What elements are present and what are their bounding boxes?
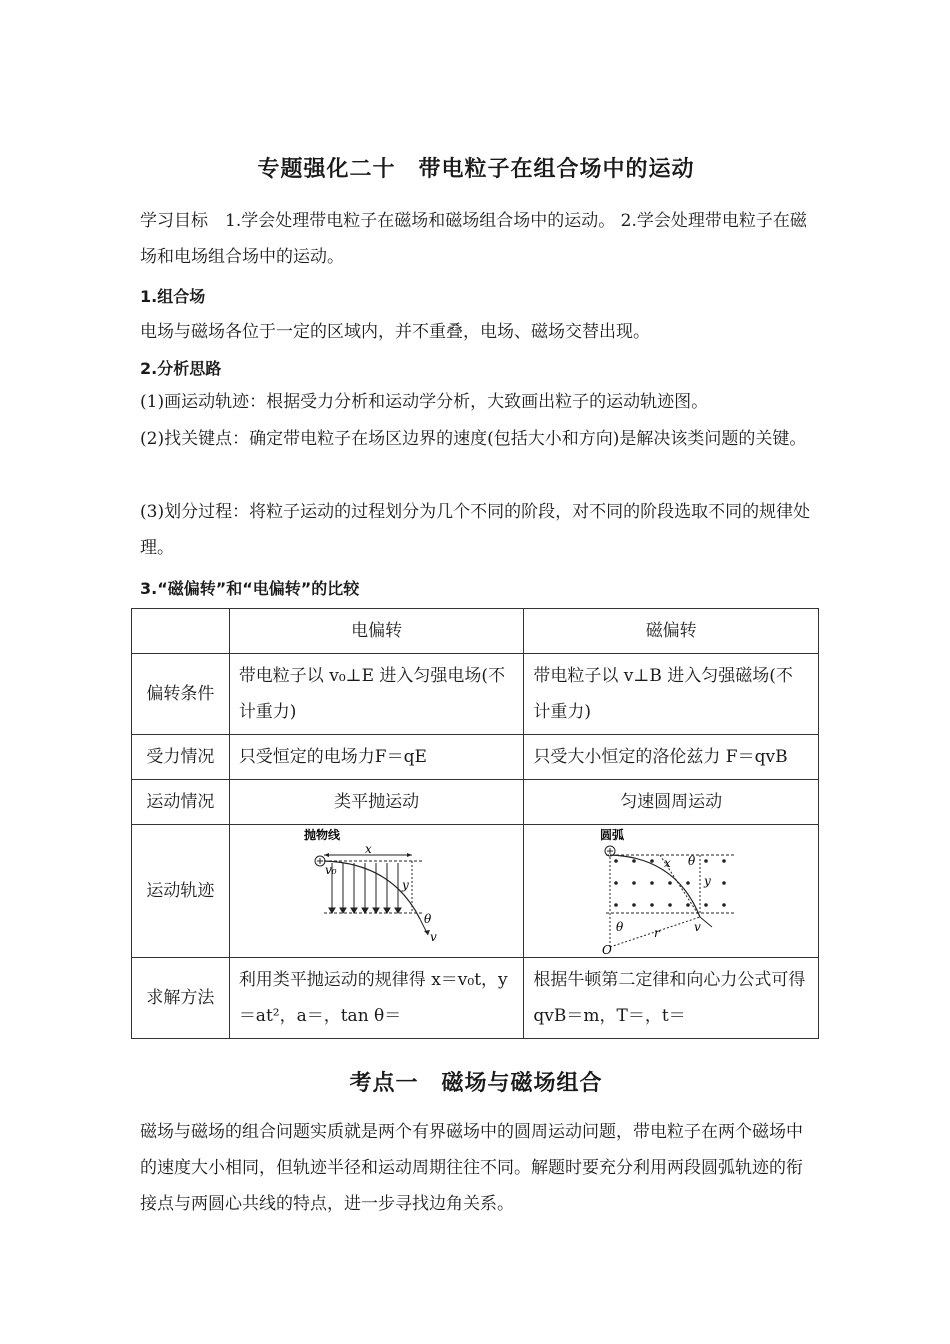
label-v: v xyxy=(694,920,701,934)
magnetic-trajectory-cell xyxy=(524,825,819,958)
table-row xyxy=(132,958,819,1039)
arc-caption: 圆弧 xyxy=(600,828,625,842)
velocity-arrow xyxy=(700,917,712,927)
label-y: y xyxy=(704,874,711,888)
electric-motion: 类平抛运动 xyxy=(229,780,524,825)
section-heading-comparison: 3.“磁偏转”和“电偏转”的比较 xyxy=(140,579,360,598)
table-corner-cell xyxy=(132,609,230,654)
magnetic-method: 根据牛顿第二定律和向心力公式可得 qvB＝m，T＝，t＝ xyxy=(524,958,819,1039)
row-label-trajectory: 运动轨迹 xyxy=(132,825,230,958)
label-theta-top: θ xyxy=(688,854,696,868)
row-label-method: 求解方法 xyxy=(132,958,230,1039)
magnetic-condition: 带电粒子以 v⊥B 进入匀强磁场(不计重力) xyxy=(524,654,819,735)
magnetic-force: 只受大小恒定的洛伦兹力 F＝qvB xyxy=(524,735,819,780)
row-label-condition: 偏转条件 xyxy=(132,654,230,735)
electric-trajectory-cell xyxy=(229,825,524,958)
section-heading-combined-field: 1.组合场 xyxy=(140,287,206,306)
label-v0: v₀ xyxy=(324,863,337,877)
electric-force: 只受恒定的电场力F＝qE xyxy=(229,735,524,780)
table-row xyxy=(132,654,819,735)
arc-path xyxy=(610,855,700,917)
section2-text: 磁场与磁场的组合问题实质就是两个有界磁场中的圆周运动问题，带电粒子在两个磁场中的速度大小相同，但轨迹半径和运动周期往往不同。解题时要充分利用两段圆弧轨迹的衔接点与两圆心共线的特点，进一步寻找边角关系。 xyxy=(140,1122,803,1214)
label-theta-bottom: θ xyxy=(616,920,624,934)
row-label-motion: 运动情况 xyxy=(132,780,230,825)
comparison-table xyxy=(131,608,819,1039)
page-title: 专题强化二十 带电粒子在组合场中的运动 xyxy=(257,157,695,182)
parabola-caption: 抛物线 xyxy=(303,828,340,842)
label-r: r xyxy=(654,926,660,940)
field-lines xyxy=(329,863,401,913)
circular-arc-diagram xyxy=(596,827,746,955)
header-electric-deflection: 电偏转 xyxy=(229,609,524,654)
table-row xyxy=(132,780,819,825)
combined-field-text: 电场与磁场各位于一定的区域内，并不重叠，电场、磁场交替出现。 xyxy=(140,322,650,342)
label-x: x xyxy=(364,842,372,856)
magnetic-motion: 匀速圆周运动 xyxy=(524,780,819,825)
table-header-row xyxy=(132,609,819,654)
label-x: x xyxy=(664,856,671,870)
analysis-step-1: (1)画运动轨迹：根据受力分析和运动学分析，大致画出粒子的运动轨迹图。 xyxy=(140,392,709,412)
electric-condition: 带电粒子以 v₀⊥E 进入匀强电场(不计重力) xyxy=(229,654,524,735)
parabola-diagram xyxy=(302,827,452,955)
label-theta: θ xyxy=(423,912,431,926)
learning-objectives: 学习目标 1.学会处理带电粒子在磁场和磁场组合场中的运动。 2.学会处理带电粒子在磁场和电场组合场中的运动。 xyxy=(140,211,807,267)
analysis-step-2: (2)找关键点：确定带电粒子在场区边界的速度(包括大小和方向)是解决该类问题的关键。 xyxy=(140,429,807,449)
label-O: O xyxy=(602,943,613,955)
electric-method: 利用类平抛运动的规律得 x＝v₀t，y＝at²，a＝，tan θ＝ xyxy=(229,958,524,1039)
section2-title: 考点一 磁场与磁场组合 xyxy=(349,1071,603,1096)
section-heading-analysis: 2.分析思路 xyxy=(140,359,222,378)
label-y: y xyxy=(401,878,409,892)
analysis-step-3: (3)划分过程：将粒子运动的过程划分为几个不同的阶段，对不同的阶段选取不同的规律处理。 xyxy=(140,502,811,558)
row-label-force: 受力情况 xyxy=(132,735,230,780)
table-row xyxy=(132,735,819,780)
label-v: v xyxy=(429,930,437,944)
header-magnetic-deflection: 磁偏转 xyxy=(524,609,819,654)
table-row xyxy=(132,825,819,958)
